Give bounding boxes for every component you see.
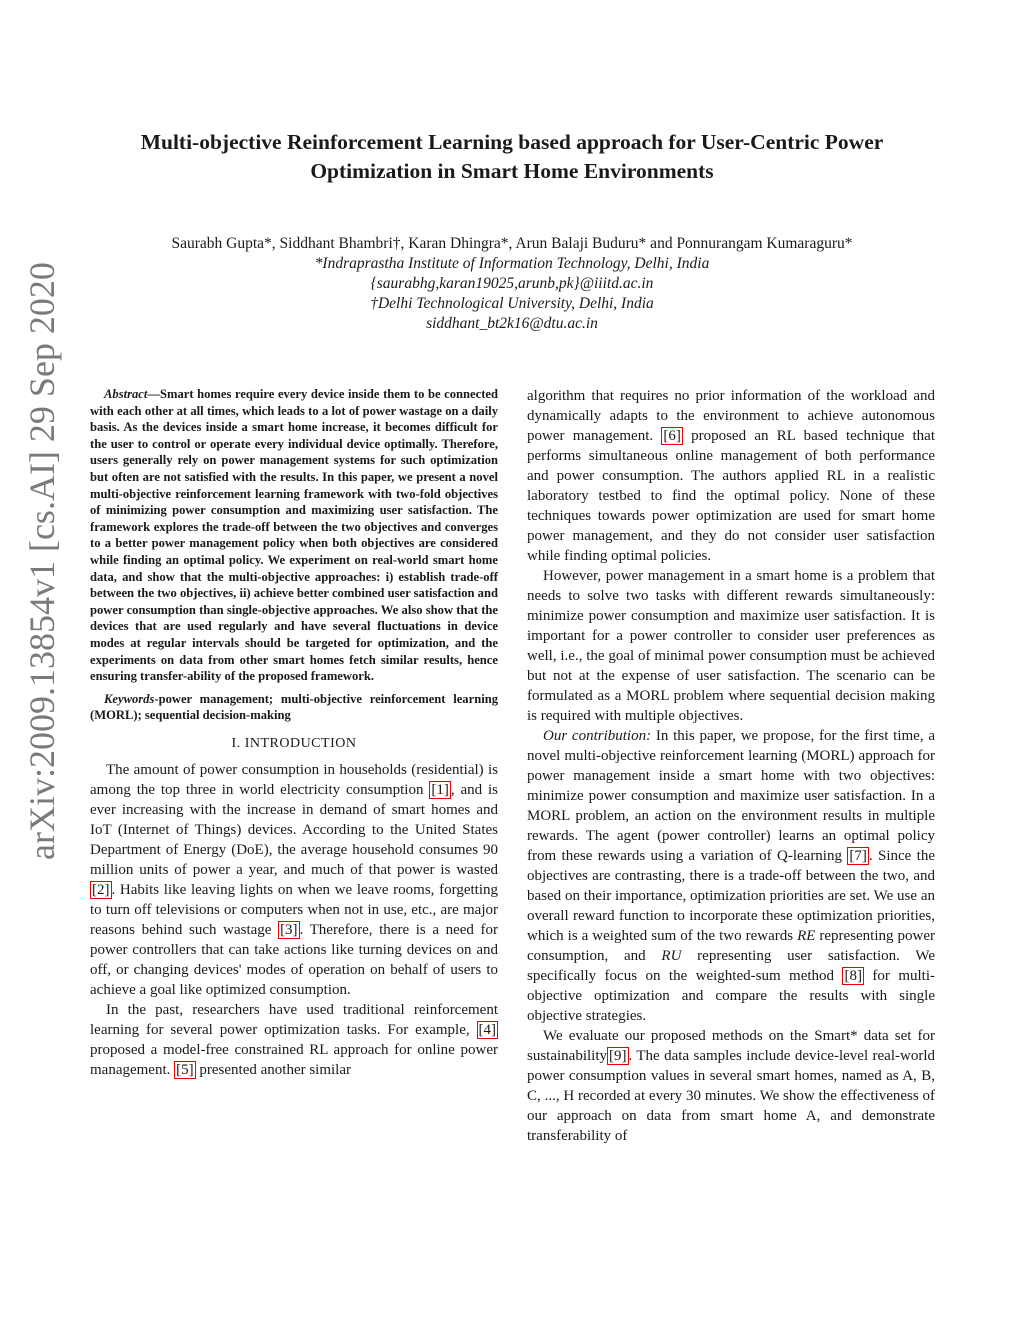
keywords [90,691,498,724]
citation-link[interactable]: [3] [280,921,298,938]
right-paragraph-2: However, power management in a smart home is a problem that needs to solve two tasks with different rewards simultaneously: minimize power consumption and maximize user satisfaction. It is important for a power controller to consider user preferences as well, i.e., the goal of minimal power consumption must be achieved but not at the expense of user satisfaction. The scenario can be formulated as a MORL problem where sequential decision making is required with multiple objectives. [527,568,935,724]
citation-link[interactable]: [2] [92,881,110,898]
evaluation-paragraph: We evaluate our proposed methods on the Smart* data set for sustainability [9] . The data samples include device-level real-world power consumption values in several smart homes, named as A, B, C, ..., H recorded at every 30 minutes. We show the effectiveness of our approach on data from smart home A, and demonstrate transferability of [527,1028,935,1144]
math-ru: RU [661,948,682,964]
email-dtu: siddhant_bt2k16@dtu.ac.in [426,315,598,332]
abstract-text: —Smart homes require every device inside them to be connected with each other at all times, which leads to a lot of power wastage on a daily basis. As the devices inside a smart home increase, it becomes difficult for the user to control or operate every individual device optimally. Therefore, users generally rely on power management systems for such optimization but often are not satisfied with the results. In this paper, we present a novel multi-objective reinforcement learning framework with two-fold objectives of minimizing power consumption and maximizing user satisfaction. The framework explores the trade-off between the two objectives and converges to a better power management policy when both objectives are considered while finding an optimal policy. We experiment on real-world smart home data, and show that the multi-objective approaches: i) establish trade-off between the two objectives, ii) achieve better combined user satisfaction and power consumption than single-objective approaches. We also show that the devices that are used regularly and have several fluctuations in device modes at regular intervals should be targeted for optimization, and the experiments on data from other smart homes fetch similar results, hence ensuring transfer-ability of the proposed framework. [90,387,498,684]
contribution-lead: Our contribution: [543,728,652,744]
citation-link[interactable]: [7] [849,848,867,864]
citation-link[interactable]: [9] [609,1048,627,1064]
title-line-1: Multi-objective Reinforcement Learning based approach for User-Centric Power [140,130,884,154]
math-re: RE [797,928,816,944]
intro-paragraph-2: In the past, researchers have used traditional reinforcement learning for several power optimization tasks. For example, [4] proposed a model-free constrained RL approach for online power management. [5] presented another similar [90,1001,498,1078]
keywords-text: -power management; multi-objective reinforcement learning (MORL); sequential decision-making [90,691,498,723]
author-names: Saurabh Gupta*, Siddhant Bhambri†, Karan Dhingra*, Arun Balaji Buduru* and Ponnurangam Kumaraguru* [171,235,853,252]
citation-link[interactable]: [1] [431,781,449,798]
citation-link[interactable]: [8] [844,968,862,984]
email-iiitd: {saurabhg,karan19025,arunb,pk}@iiitd.ac.in [370,275,654,292]
abstract-label: Abstract [104,387,148,401]
paper-title [100,128,924,186]
keywords-label: Keywords [104,691,155,706]
citation-link[interactable]: [5] [176,1061,194,1078]
citation-link[interactable]: [6] [663,428,681,444]
citation-link[interactable]: [4] [478,1021,496,1038]
right-column [527,386,935,1146]
affiliation-dtu: †Delhi Technological University, Delhi, India [370,295,654,312]
arxiv-sidebar [0,0,80,1325]
right-paragraph-1: algorithm that requires no prior information of the workload and dynamically adapts to the environment to achieve autonomous power management. [6] proposed an RL based technique that performs simultaneous online management of both performance and power consumption. The authors applied RL in a realistic laboratory testbed to find the optimal policy. None of these techniques towards power optimization are used for smart home power management, and they do not consider user satisfaction while finding optimal policies. [527,388,936,564]
author-block [100,234,924,334]
arxiv-identifier: arXiv:2009.13854v1 [cs.AI] 29 Sep 2020 [22,262,62,860]
intro-paragraph-1: The amount of power consumption in households (residential) is among the top three in world electricity consumption [1] , and is ever increasing with the increase in demand of smart homes and IoT (Internet of Things) devices. According to the United States Department of Energy (DoE), the average household consumes 90 million units of power a year, and much of that power is wasted [2] . Habits like leaving lights on when we leave rooms, forgetting to turn off televisions or computers when not in use, etc., are major reasons behind such wastage [3] . Therefore, there is a need for power controllers that can take actions like turning devices on and off, or changing devices' modes of operation on behalf of users to achieve a goal like optimized consumption. [90,761,499,998]
abstract [90,386,498,685]
left-column [90,386,498,1080]
affiliation-iiitd: *Indraprastha Institute of Information Technology, Delhi, India [314,255,710,272]
title-line-2: Optimization in Smart Home Environments [310,159,714,183]
section-heading-introduction: I. INTRODUCTION [231,735,357,751]
contribution-paragraph: Our contribution: In this paper, we propose, for the first time, a novel multi-objective reinforcement learning (MORL) approach for power management inside a smart home with two objectives: minimize power consumption and maximize user satisfaction. In a MORL problem, an action on the environment results in multiple rewards. The agent (power controller) learns an optimal policy from these rewards using a variation of Q-learning [7] . Since the objectives are contrasting, there is a trade-off between the two, and based on their importance, optimization priorities are set. We use an overall reward function to incorporate these optimization priorities, which is a weighted sum of the two rewards RE representing power consumption, and RU representing user satisfaction. We specifically focus on the weighted-sum method [8] for multi-objective optimization and compare the results with single objective strategies. [527,728,936,1024]
